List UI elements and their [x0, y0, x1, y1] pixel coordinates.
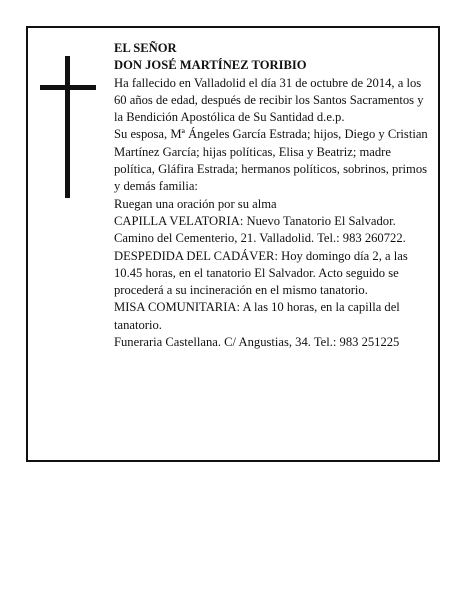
- notice-paragraph-family: Su esposa, Mª Ángeles García Estrada; hijos, Diego y Cristian Martínez García; hijas políticas, Elisa y Beatriz; madre política, Gláfira Estrada; hermanos políticos, sobrinos, primos y demás familia:: [114, 127, 428, 194]
- cross-vertical-bar: [65, 56, 70, 198]
- notice-paragraph-death: Ha fallecido en Valladolid el día 31 de octubre de 2014, a los 60 años de edad, después de recibir los Santos Sacramentos y la Bendición Apostólica de Su Santidad d.e.p.: [114, 75, 424, 125]
- obituary-notice: [26, 26, 440, 462]
- notice-heading-title: EL SEÑOR: [114, 41, 177, 55]
- notice-heading-name: DON JOSÉ MARTÍNEZ TORIBIO: [114, 58, 307, 73]
- notice-paragraph-prayer: Ruegan una oración por su alma: [114, 196, 277, 211]
- latin-cross-icon: [40, 56, 100, 198]
- notice-paragraph-wake: CAPILLA VELATORIA: Nuevo Tanatorio El Salvador. Camino del Cementerio, 21. Valladolid. Tel.: 983 260722.: [114, 213, 406, 246]
- notice-paragraph-farewell: DESPEDIDA DEL CADÁVER: Hoy domingo día 2, a las 10.45 horas, en el tanatorio El Salvador. Acto seguido se procederá a su incineración en el mismo tanatorio.: [114, 248, 408, 298]
- cross-horizontal-bar: [40, 85, 96, 90]
- notice-paragraph-mass: MISA COMUNITARIA: A las 10 horas, en la capilla del tanatorio.: [114, 300, 400, 332]
- notice-paragraph-funeral-home: Funeraria Castellana. C/ Angustias, 34. Tel.: 983 251225: [114, 335, 400, 350]
- notice-text: [114, 40, 432, 351]
